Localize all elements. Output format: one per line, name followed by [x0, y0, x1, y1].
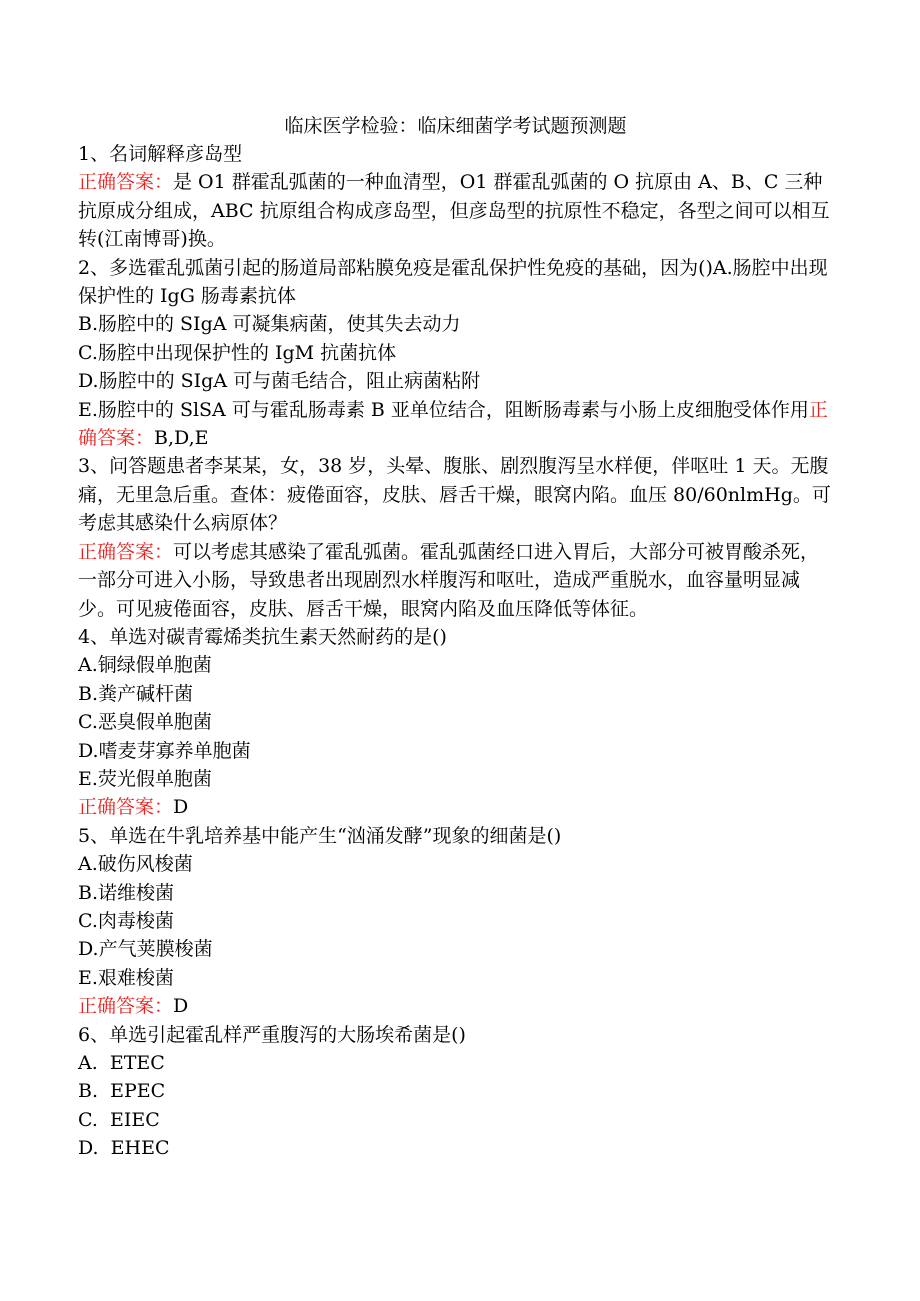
- question-4-option-b: B.粪产碱杆菌: [78, 682, 194, 705]
- question-3-answer: 可以考虑其感染了霍乱弧菌。霍乱弧菌经口进入胃后，大部分可被胃酸杀死，一部分可进入小肠，导致患者出现剧烈水样腹泻和呕吐，造成严重脱水，血容量明显减少。可见疲倦面容，皮肤、唇舌干燥，眼窝内陷及血压降低等体征。: [78, 540, 820, 620]
- question-3-answer-block: [78, 538, 833, 623]
- question-4-option-c: C.恶臭假单胞菌: [78, 711, 212, 734]
- question-5-option-b: B.诺维梭菌: [78, 881, 175, 904]
- question-6-stem: 6、单选引起霍乱样严重腹泻的大肠埃希菌是(): [78, 1023, 466, 1046]
- answer-label: 正确答案：: [78, 171, 174, 194]
- answer-label: 正确答案：: [78, 995, 174, 1018]
- question-5-answer: D: [173, 995, 189, 1018]
- question-1-answer: 是 O1 群霍乱弧菌的一种血清型，O1 群霍乱弧菌的 O 抗原由 A、B、C 三种抗原成分组成，ABC 抗原组合构成彦岛型，但彦岛型的抗原性不稳定，各型之间可以相互转(江南博哥)换。: [78, 171, 830, 251]
- question-4-option-d: D.嗜麦芽寡养单胞菌: [78, 739, 251, 762]
- question-6-option-d: D. EHEC: [78, 1137, 170, 1160]
- question-5-option-a: A.破伤风梭菌: [78, 853, 193, 876]
- document-page: [78, 112, 833, 1163]
- question-4-option-e: E.荧光假单胞菌: [78, 767, 212, 790]
- question-2-option-e-block: [78, 396, 833, 453]
- answer-label: 正确答案：: [78, 540, 174, 563]
- question-2-stem: 2、多选霍乱弧菌引起的肠道局部粘膜免疫是霍乱保护性免疫的基础，因为()A.肠腔中出现保护性的 IgG 肠毒素抗体: [78, 256, 828, 308]
- question-4-answer: D: [173, 796, 189, 819]
- question-4-stem: 4、单选对碳青霉烯类抗生素天然耐药的是(): [78, 625, 447, 648]
- answer-label: 正确答案：: [78, 796, 174, 819]
- question-3-stem: 3、问答题患者李某某，女，38 岁，头晕、腹胀、剧烈腹泻呈水样便，伴呕吐 1 天。无腹痛，无里急后重。查体：疲倦面容，皮肤、唇舌干燥，眼窝内陷。血压 80/60nlmHg。可考虑其感染什么病原体？: [78, 455, 831, 535]
- question-5-option-e: E.艰难梭菌: [78, 966, 174, 989]
- question-6-option-c: C. EIEC: [78, 1108, 160, 1131]
- question-1-stem: 1、名词解释彦岛型: [78, 143, 243, 165]
- question-5-answer-block: [78, 992, 833, 1020]
- question-5-option-d: D.产气荚膜梭菌: [78, 938, 213, 961]
- question-2-answer: B,D,E: [154, 427, 209, 450]
- question-2-option-b: B.肠腔中的 SIgA 可凝集病菌，使其失去动力: [78, 313, 461, 336]
- question-2-option-d: D.肠腔中的 SIgA 可与菌毛结合，阻止病菌粘附: [78, 370, 481, 393]
- question-5-option-c: C.肉毒梭菌: [78, 909, 174, 932]
- question-2-option-e: E.肠腔中的 SlSA 可与霍乱肠毒素 B 亚单位结合，阻断肠毒素与小肠上皮细胞受体作用: [78, 398, 809, 421]
- question-6-option-a: A. ETEC: [78, 1052, 165, 1074]
- question-2-option-c: C.肠腔中出现保护性的 IgM 抗菌抗体: [78, 341, 397, 364]
- question-4-option-a: A.铜绿假单胞菌: [78, 654, 212, 677]
- question-4-answer-block: [78, 793, 833, 821]
- document-title: 临床医学检验：临床细菌学考试题预测题: [284, 115, 627, 137]
- question-1-answer-block: [78, 168, 833, 253]
- question-5-stem: 5、单选在牛乳培养基中能产生“汹涌发酵”现象的细菌是(): [78, 824, 562, 847]
- answer-label: 正确答案：: [78, 398, 828, 450]
- question-6-option-b: B. EPEC: [78, 1080, 166, 1103]
